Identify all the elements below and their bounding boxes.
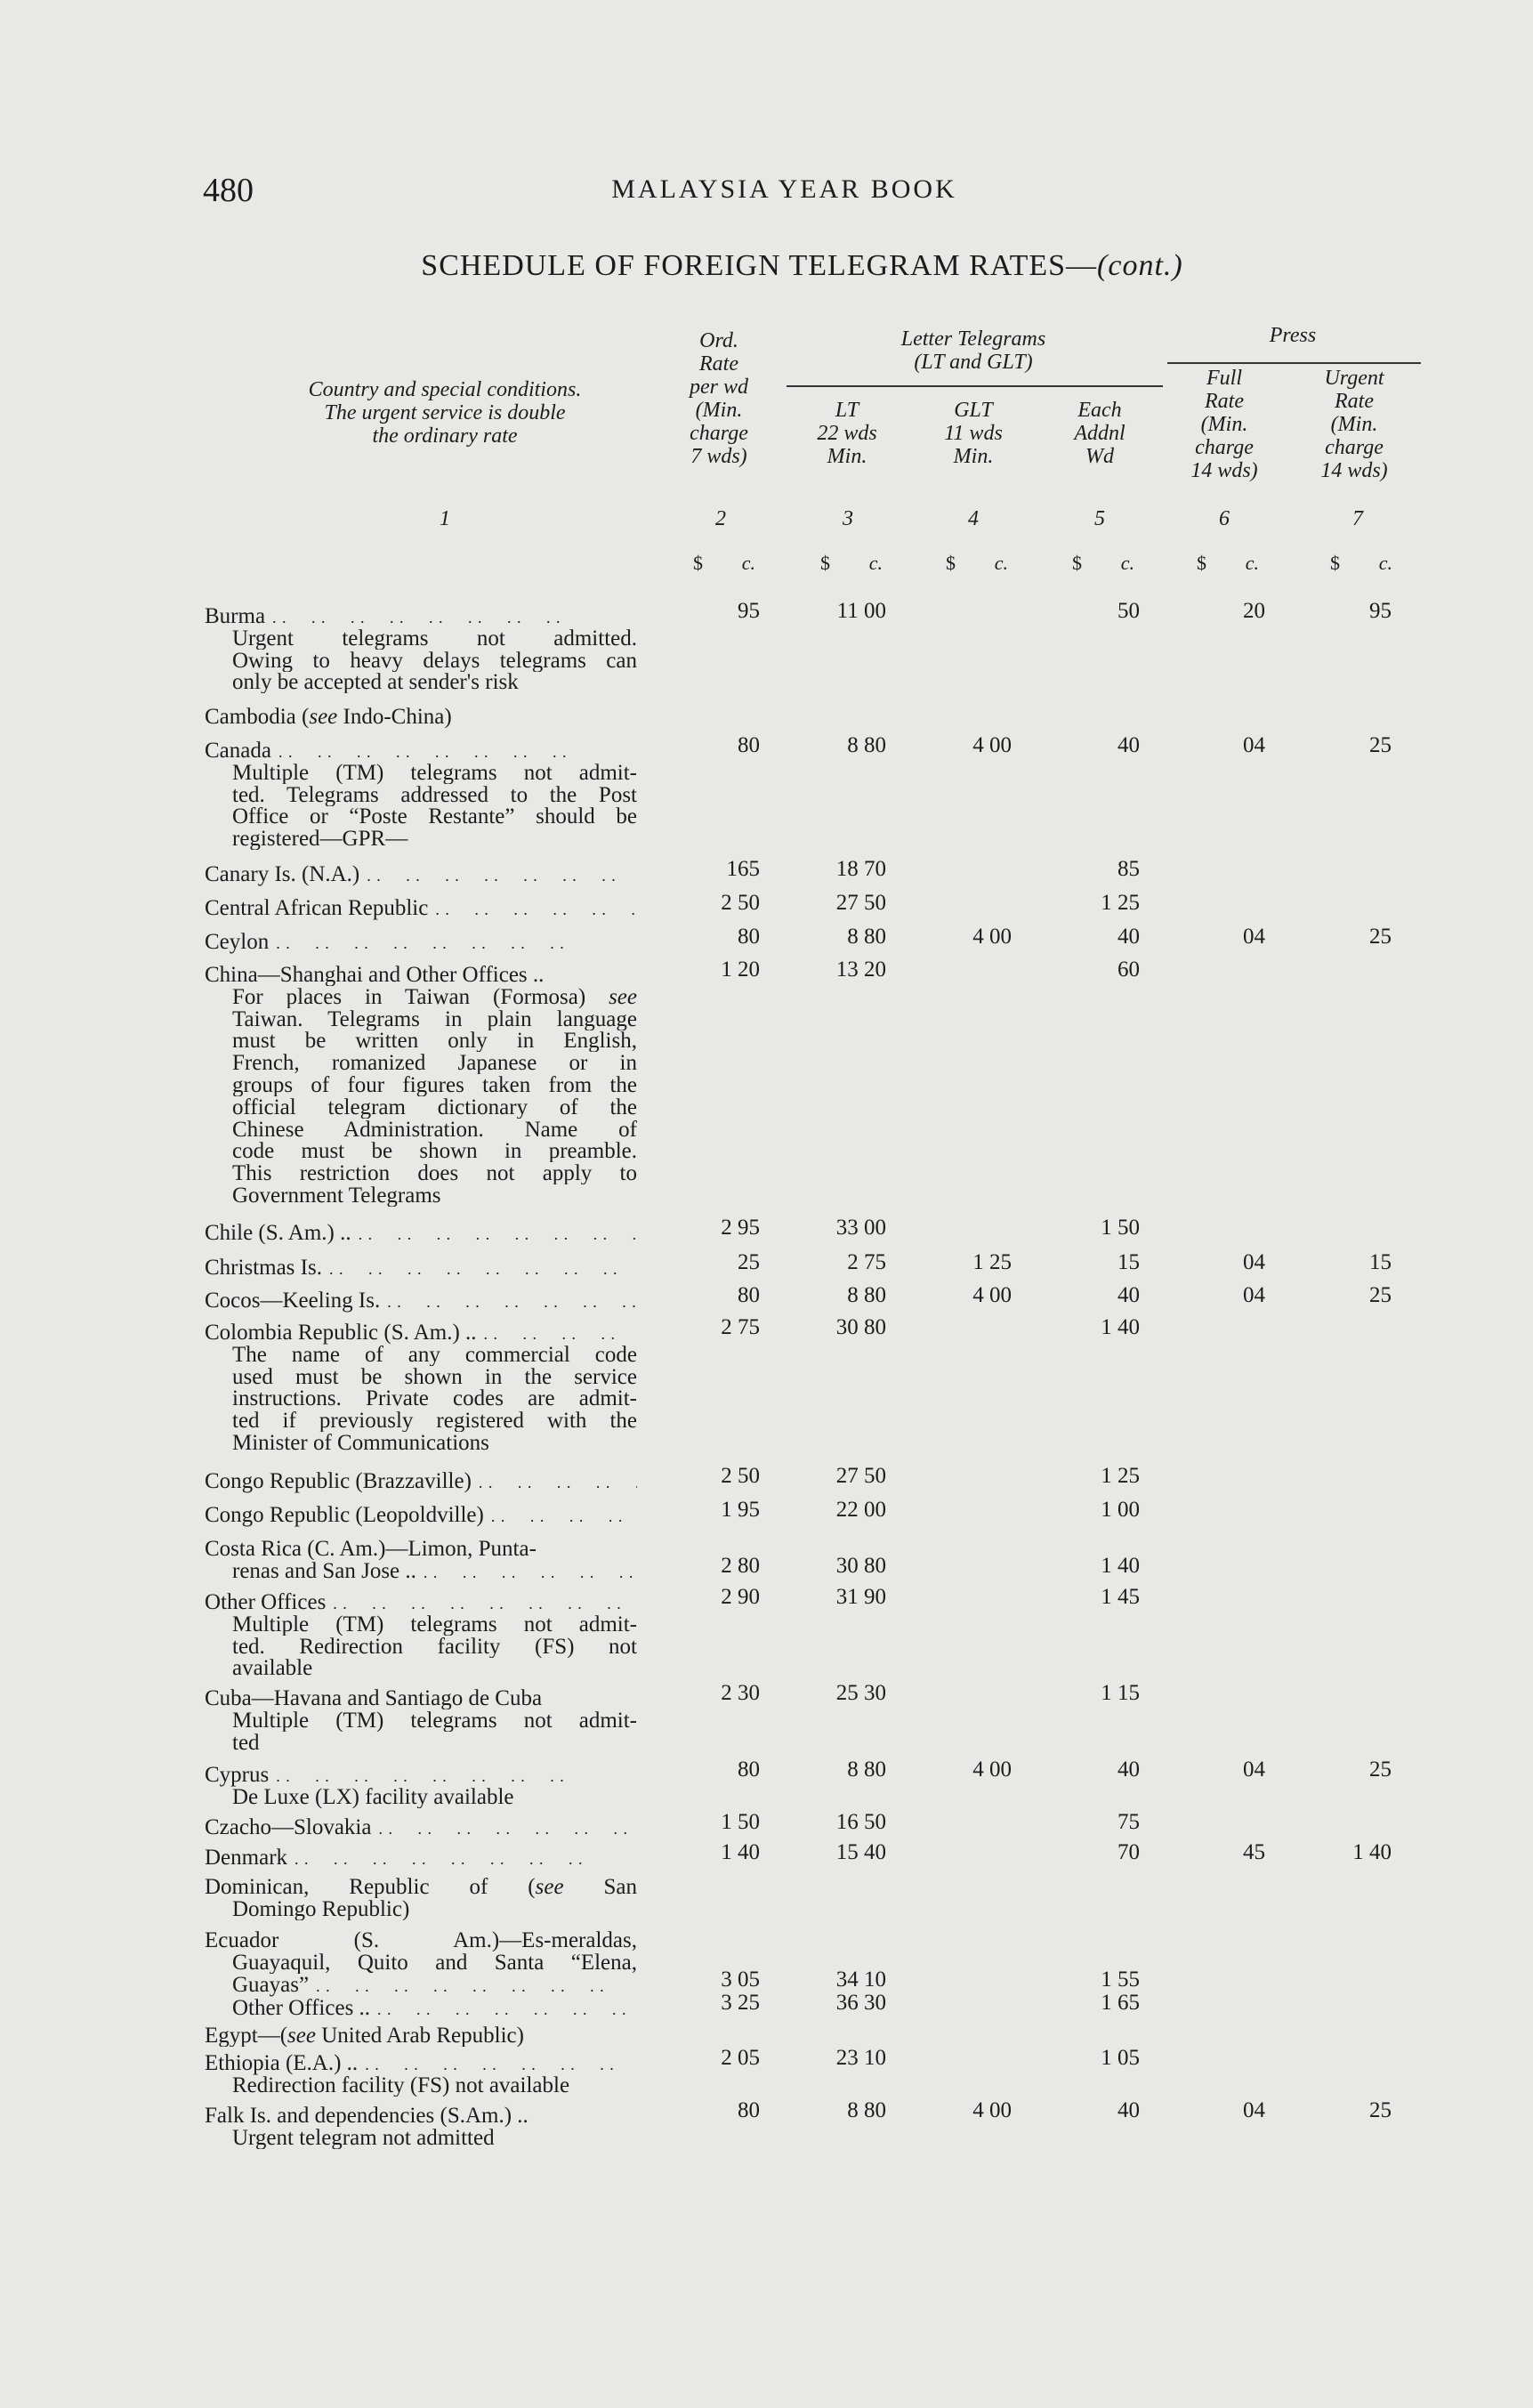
rate-value-col2: 1 20 (721, 958, 760, 982)
rate-value-col7: 95 (1369, 599, 1392, 623)
rate-value-col5: 50 (1117, 599, 1140, 623)
country-note-line (232, 1732, 637, 1754)
country-name (205, 931, 637, 955)
rate-value-col5: 1 45 (1101, 1585, 1140, 1609)
country-note-line (232, 627, 637, 650)
country-name (205, 1257, 637, 1281)
header-press-urgent-line: (Min. (1330, 413, 1378, 436)
rate-value-col3: 8 80 (847, 733, 886, 757)
rate-value-col3: 8 80 (847, 1758, 886, 1782)
header-country-line: The urgent service is double (324, 401, 566, 424)
header-press (1270, 324, 1316, 347)
country-note-line (232, 1008, 637, 1030)
rate-value-col3: 2 75 (847, 1250, 886, 1274)
dot-leader (333, 1591, 637, 1615)
line-text: Canary Is. (N.A.) (205, 863, 360, 886)
rate-value-col3: 30 80 (835, 1553, 886, 1578)
dot-leader (424, 1560, 637, 1584)
header-country (309, 378, 582, 448)
rate-value-col2: 2 50 (721, 1464, 760, 1488)
rate-value-col5: 15 (1117, 1250, 1140, 1274)
header-ordinary-rate-line: Rate (699, 352, 738, 376)
country-name (205, 1591, 637, 1615)
line-text: Canada (205, 739, 271, 763)
country-note-line (232, 1951, 637, 1974)
rate-value-col5: 1 55 (1101, 1967, 1140, 1992)
line-text: Cocos—Keeling Is. (205, 1289, 381, 1313)
rate-value-col3: 34 10 (835, 1967, 886, 1992)
rate-value-col3: 8 80 (847, 2098, 886, 2122)
line-text: must be written only in English, (232, 1030, 637, 1053)
rate-value-col5: 40 (1117, 925, 1140, 949)
rate-value-col3: 23 10 (835, 2046, 886, 2070)
dollar-unit: $ (820, 552, 830, 574)
line-text: ted (232, 1731, 260, 1754)
rate-value-col2: 1 40 (721, 1840, 760, 1864)
line-text: For places in Taiwan (Formosa) see (232, 985, 637, 1008)
country-note-line (232, 1410, 637, 1432)
line-text: ted. Telegrams addressed to the Post (232, 783, 637, 806)
country-name (205, 1470, 637, 1494)
country-note-line (232, 1657, 637, 1679)
country-name (205, 2105, 637, 2127)
rate-value-col5: 1 40 (1101, 1553, 1140, 1578)
table-title-text: SCHEDULE OF FOREIGN TELEGRAM RATES— (421, 249, 1098, 282)
rate-value-col2: 80 (738, 2098, 760, 2122)
line-text: Chile (S. Am.) .. (205, 1222, 351, 1245)
column-number: 2 (715, 507, 726, 530)
column-number: 7 (1352, 507, 1363, 530)
rate-value-col2: 2 90 (721, 1585, 760, 1609)
header-press-urgent (1320, 367, 1387, 482)
currency-unit (1330, 552, 1392, 575)
country-name (205, 1876, 637, 1898)
rate-value-col3: 27 50 (835, 891, 886, 915)
rate-value-col6: 45 (1243, 1840, 1265, 1864)
country-note-line (232, 1636, 637, 1658)
letter-telegrams-rule (787, 385, 1163, 387)
country-name (205, 1687, 637, 1709)
country-note-line (232, 784, 637, 806)
cent-unit: c. (1378, 552, 1392, 574)
rate-value-col5: 75 (1117, 1810, 1140, 1834)
line-text: Czacho—Slovakia (205, 1816, 372, 1839)
rate-value-col5: 40 (1117, 1283, 1140, 1307)
header-press-full-line: (Min. (1200, 413, 1248, 436)
rate-value-col3: 11 00 (836, 599, 886, 623)
header-letter-telegrams (901, 327, 1045, 374)
country-name (205, 964, 637, 986)
line-text: Guayas” (232, 1973, 310, 1997)
header-ordinary-rate-line: 7 wds) (690, 445, 747, 468)
country-name (232, 1997, 637, 2021)
dot-leader (316, 1974, 637, 1998)
rate-value-col2: 2 50 (721, 891, 760, 915)
line-text: used must be shown in the service (232, 1365, 637, 1388)
dot-leader (294, 1846, 637, 1871)
rate-value-col2: 165 (726, 857, 760, 881)
line-text: Christmas Is. (205, 1257, 322, 1280)
country-name (205, 605, 637, 629)
currency-unit (1197, 552, 1259, 575)
country-note-line (232, 828, 637, 850)
header-ordinary-rate-line: (Min. (695, 399, 743, 422)
rate-value-col2: 3 05 (721, 1967, 760, 1992)
header-lt-line: LT (835, 399, 859, 422)
dot-leader (272, 605, 637, 629)
rate-value-col2: 2 95 (721, 1216, 760, 1240)
line-text: Taiwan. Telegrams in plain language (232, 1007, 637, 1030)
rate-value-col3: 8 80 (847, 1283, 886, 1307)
country-note-line (232, 1140, 637, 1162)
header-press-full-line: Full (1206, 367, 1242, 390)
country-name (205, 1504, 637, 1528)
rate-value-col6: 04 (1243, 733, 1265, 757)
dot-leader (377, 1997, 637, 2021)
header-press-full-line: Rate (1205, 390, 1244, 413)
line-text: China—Shanghai and Other Offices .. (205, 964, 545, 986)
country-name (205, 1222, 637, 1246)
rate-value-col2: 2 80 (721, 1553, 760, 1578)
cent-unit: c. (741, 552, 755, 574)
rate-value-col7: 1 40 (1352, 1840, 1392, 1864)
rate-value-col6: 04 (1243, 925, 1265, 949)
header-letter-telegrams-line: Letter Telegrams (900, 327, 1046, 351)
rate-value-col3: 30 80 (835, 1315, 886, 1339)
country-name (205, 1538, 637, 1560)
country-note-line (232, 1052, 637, 1074)
rate-value-col2: 80 (738, 925, 760, 949)
header-ordinary-rate-line: per wd (690, 376, 748, 399)
dot-leader (435, 897, 637, 921)
header-lt (817, 399, 876, 468)
rate-value-col2: 2 30 (721, 1681, 760, 1705)
country-note-line (232, 1030, 637, 1052)
rate-value-col2: 1 50 (721, 1810, 760, 1834)
header-press-urgent-line: Urgent (1324, 367, 1384, 390)
line-text: code must be shown in preamble. (232, 1140, 637, 1163)
rate-value-col5: 70 (1117, 1840, 1140, 1864)
header-ordinary-rate-line: Ord. (699, 329, 738, 352)
country-name (205, 739, 637, 764)
header-ordinary-rate (690, 329, 748, 468)
line-text: official telegram dictionary of the (232, 1095, 637, 1119)
rate-value-col4: 4 00 (972, 1758, 1012, 1782)
line-text: Redirection facility (FS) not available (232, 2073, 570, 2097)
line-text: This restriction does not apply to (232, 1162, 637, 1185)
country-note-line (232, 650, 637, 672)
column-number: 3 (843, 507, 853, 530)
line-text: Government Telegrams (232, 1184, 441, 1207)
line-text: Other Offices .. (232, 1997, 371, 2020)
line-text: Other Offices (205, 1591, 327, 1614)
header-lt-line: 22 wds (817, 422, 877, 445)
rate-value-col4: 4 00 (972, 1283, 1012, 1307)
line-text: registered—GPR— (232, 828, 408, 851)
rate-value-col5: 40 (1117, 2098, 1140, 2122)
header-glt-line: GLT (954, 399, 993, 422)
dot-leader (387, 1289, 637, 1313)
header-press-full-line: 14 wds) (1190, 459, 1258, 482)
country-note-line (232, 1387, 637, 1410)
dot-leader (276, 1764, 637, 1788)
header-ordinary-rate-line: charge (690, 422, 748, 445)
rate-value-col6: 04 (1243, 1250, 1265, 1274)
rate-value-col3: 36 30 (835, 1991, 886, 2015)
table-title (0, 249, 1533, 283)
line-text: Burma (205, 605, 266, 628)
rate-value-col2: 2 75 (721, 1315, 760, 1339)
header-letter-telegrams-line: (LT and GLT) (914, 351, 1033, 374)
rate-value-col5: 1 65 (1101, 1991, 1140, 2015)
header-press-line: Press (1269, 324, 1317, 347)
rate-value-col4: 4 00 (972, 2098, 1012, 2122)
country-note-line (232, 1974, 637, 1998)
line-text: groups of four figures taken from the (232, 1074, 637, 1096)
line-text: The name of any commercial code (232, 1343, 637, 1366)
rate-value-col2: 95 (738, 599, 760, 623)
dot-leader (484, 1321, 637, 1345)
dollar-unit: $ (1072, 552, 1082, 574)
dot-leader (378, 1816, 637, 1840)
rate-value-col2: 1 95 (721, 1498, 760, 1522)
line-text: French, romanized Japanese or in (232, 1052, 637, 1075)
rate-value-col5: 1 25 (1101, 891, 1140, 915)
country-note-line (232, 986, 637, 1008)
line-text: Dominican, Republic of (see San (205, 1876, 637, 1898)
cent-unit: c. (994, 552, 1008, 574)
rate-value-col5: 60 (1117, 958, 1140, 982)
line-text: available (232, 1657, 313, 1680)
country-name (205, 1321, 637, 1345)
rate-value-col2: 25 (738, 1250, 760, 1274)
country-note-line (232, 1366, 637, 1388)
country-name (205, 897, 637, 921)
cent-unit: c. (868, 552, 883, 574)
dot-leader (276, 931, 637, 955)
country-note-line (232, 1560, 637, 1584)
dollar-unit: $ (1330, 552, 1340, 574)
country-note-line (232, 1119, 637, 1141)
dollar-unit: $ (1197, 552, 1206, 574)
currency-unit (946, 552, 1008, 575)
line-text: Urgent telegram not admitted (232, 2126, 495, 2149)
line-text: ted. Redirection facility (FS) not (232, 1635, 637, 1658)
rate-value-col5: 40 (1117, 733, 1140, 757)
dollar-unit: $ (693, 552, 703, 574)
country-note-line (232, 1898, 637, 1920)
rate-value-col5: 40 (1117, 1758, 1140, 1782)
country-name (205, 1929, 637, 1951)
rate-value-col6: 04 (1243, 1758, 1265, 1782)
line-text: Costa Rica (C. Am.)—Limon, Punta- (205, 1538, 537, 1560)
country-note-line (232, 1184, 637, 1207)
rate-value-col3: 22 00 (835, 1498, 886, 1522)
line-text: Cuba—Havana and Santiago de Cuba (205, 1687, 543, 1709)
header-press-full (1190, 367, 1257, 482)
country-note-line (232, 1786, 637, 1808)
header-each-addnl-line: Addnl (1074, 422, 1126, 445)
header-press-urgent-line: Rate (1335, 390, 1374, 413)
line-text: Ecuador (S. Am.)—Es-meraldas, (205, 1929, 637, 1951)
running-title: MALAYSIA YEAR BOOK (611, 174, 957, 204)
country-note-line (232, 1432, 637, 1454)
dot-leader (329, 1257, 637, 1281)
country-name (205, 1764, 637, 1788)
rate-value-col3: 16 50 (835, 1810, 886, 1834)
page-number: 480 (203, 172, 254, 209)
header-each-addnl-line: Wd (1085, 445, 1114, 468)
line-text: Urgent telegrams not admitted. (232, 626, 637, 650)
line-text: renas and San Jose .. (232, 1559, 416, 1583)
country-note-line (232, 2074, 637, 2097)
cent-unit: c. (1120, 552, 1134, 574)
country-note-line (232, 1162, 637, 1184)
rate-value-col7: 25 (1369, 1758, 1392, 1782)
header-country-line: Country and special conditions. (308, 378, 582, 401)
header-glt-line: Min. (953, 445, 994, 468)
rate-value-col3: 33 00 (835, 1216, 886, 1240)
currency-unit (693, 552, 755, 575)
rate-value-col6: 04 (1243, 2098, 1265, 2122)
rate-value-col5: 1 00 (1101, 1498, 1140, 1522)
country-note-line (232, 762, 637, 784)
header-each-addnl-line: Each (1077, 399, 1122, 422)
country-name (205, 1816, 637, 1840)
line-text: Office or “Poste Restante” should be (232, 805, 637, 828)
rate-value-col5: 85 (1117, 857, 1140, 881)
rate-value-col2: 2 05 (721, 2046, 760, 2070)
country-note-line (232, 1074, 637, 1096)
country-note-line (232, 2127, 637, 2149)
line-text: Colombia Republic (S. Am.) .. (205, 1321, 477, 1345)
line-text: only be accepted at sender's risk (232, 671, 519, 694)
line-text: Egypt—(see United Arab Republic) (205, 2024, 524, 2047)
dot-leader (367, 863, 637, 887)
rate-value-col2: 80 (738, 733, 760, 757)
country-name (205, 863, 637, 887)
rate-value-col5: 1 25 (1101, 1464, 1140, 1488)
header-press-full-line: charge (1195, 436, 1254, 459)
header-lt-line: Min. (827, 445, 867, 468)
rate-value-col3: 15 40 (835, 1840, 886, 1864)
rate-value-col6: 20 (1243, 599, 1265, 623)
country-name (205, 2024, 637, 2047)
currency-unit (1072, 552, 1134, 575)
country-note-line (232, 671, 637, 693)
line-text: Multiple (TM) telegrams not admit- (232, 1612, 637, 1636)
line-text: Cambodia (see Indo-China) (205, 706, 452, 728)
dot-leader (278, 739, 637, 764)
rate-value-col7: 25 (1369, 1283, 1392, 1307)
line-text: Congo Republic (Brazzaville) (205, 1470, 472, 1493)
rate-value-col3: 8 80 (847, 925, 886, 949)
line-text: Minister of Communications (232, 1432, 489, 1454)
line-text: Denmark (205, 1846, 288, 1870)
header-press-urgent-line: 14 wds) (1320, 459, 1388, 482)
table-title-suffix: (cont.) (1097, 249, 1183, 282)
dot-leader (359, 1222, 637, 1246)
line-text: ted if previously registered with the (232, 1410, 637, 1433)
header-press-urgent-line: charge (1325, 436, 1384, 459)
line-text: Chinese Administration. Name of (232, 1118, 637, 1141)
rate-value-col7: 25 (1369, 925, 1392, 949)
rate-value-col7: 25 (1369, 2098, 1392, 2122)
rate-value-col2: 80 (738, 1758, 760, 1782)
line-text: Ethiopia (E.A.) .. (205, 2052, 359, 2075)
column-number: 4 (968, 507, 979, 530)
header-glt-line: 11 wds (944, 422, 1003, 445)
country-note-line (232, 1613, 637, 1636)
line-text: Domingo Republic) (232, 1897, 410, 1920)
cent-unit: c. (1245, 552, 1259, 574)
dot-leader (491, 1504, 637, 1528)
rate-value-col5: 1 15 (1101, 1681, 1140, 1705)
column-number: 6 (1219, 507, 1230, 530)
line-text: Owing to heavy delays telegrams can (232, 649, 637, 672)
line-text: Cyprus (205, 1764, 270, 1787)
country-name (205, 1846, 637, 1871)
rate-value-col6: 04 (1243, 1283, 1265, 1307)
country-name (205, 2052, 637, 2076)
press-rule (1167, 362, 1421, 364)
rate-value-col3: 13 20 (835, 958, 886, 982)
header-country-line: the ordinary rate (372, 424, 518, 448)
rate-value-col3: 31 90 (835, 1585, 886, 1609)
country-name (205, 1289, 637, 1313)
line-text: Central African Republic (205, 897, 429, 920)
country-note-line (232, 1344, 637, 1366)
country-note-line (232, 1096, 637, 1119)
rate-value-col7: 25 (1369, 733, 1392, 757)
line-text: Congo Republic (Leopoldville) (205, 1504, 484, 1527)
line-text: Multiple (TM) telegrams not admit- (232, 1709, 637, 1732)
line-text: Guayaquil, Quito and Santa “Elena, (232, 1951, 637, 1974)
dot-leader (365, 2052, 637, 2076)
dot-leader (479, 1470, 637, 1494)
column-number: 5 (1094, 507, 1105, 530)
rate-value-col5: 1 40 (1101, 1315, 1140, 1339)
rate-value-col4: 4 00 (972, 733, 1012, 757)
rate-value-col4: 4 00 (972, 925, 1012, 949)
line-text: Falk Is. and dependencies (S.Am.) .. (205, 2105, 528, 2127)
rate-value-col2: 3 25 (721, 1991, 760, 2015)
rate-value-col4: 1 25 (972, 1250, 1012, 1274)
country-note-line (232, 1709, 637, 1732)
line-text: Ceylon (205, 931, 270, 954)
rate-value-col2: 80 (738, 1283, 760, 1307)
line-text: instructions. Private codes are admit- (232, 1387, 637, 1410)
line-text: De Luxe (LX) facility available (232, 1785, 514, 1808)
rate-value-col5: 1 50 (1101, 1216, 1140, 1240)
dollar-unit: $ (946, 552, 956, 574)
rate-value-col5: 1 05 (1101, 2046, 1140, 2070)
rate-value-col3: 18 70 (835, 857, 886, 881)
line-text: Multiple (TM) telegrams not admit- (232, 761, 637, 784)
rate-value-col7: 15 (1369, 1250, 1392, 1274)
column-number: 1 (440, 507, 450, 530)
country-name (205, 706, 637, 728)
rate-value-col3: 25 30 (835, 1681, 886, 1705)
rate-value-col3: 27 50 (835, 1464, 886, 1488)
header-each-addnl (1074, 399, 1125, 468)
header-glt (944, 399, 1003, 468)
currency-unit (820, 552, 883, 575)
country-note-line (232, 805, 637, 828)
